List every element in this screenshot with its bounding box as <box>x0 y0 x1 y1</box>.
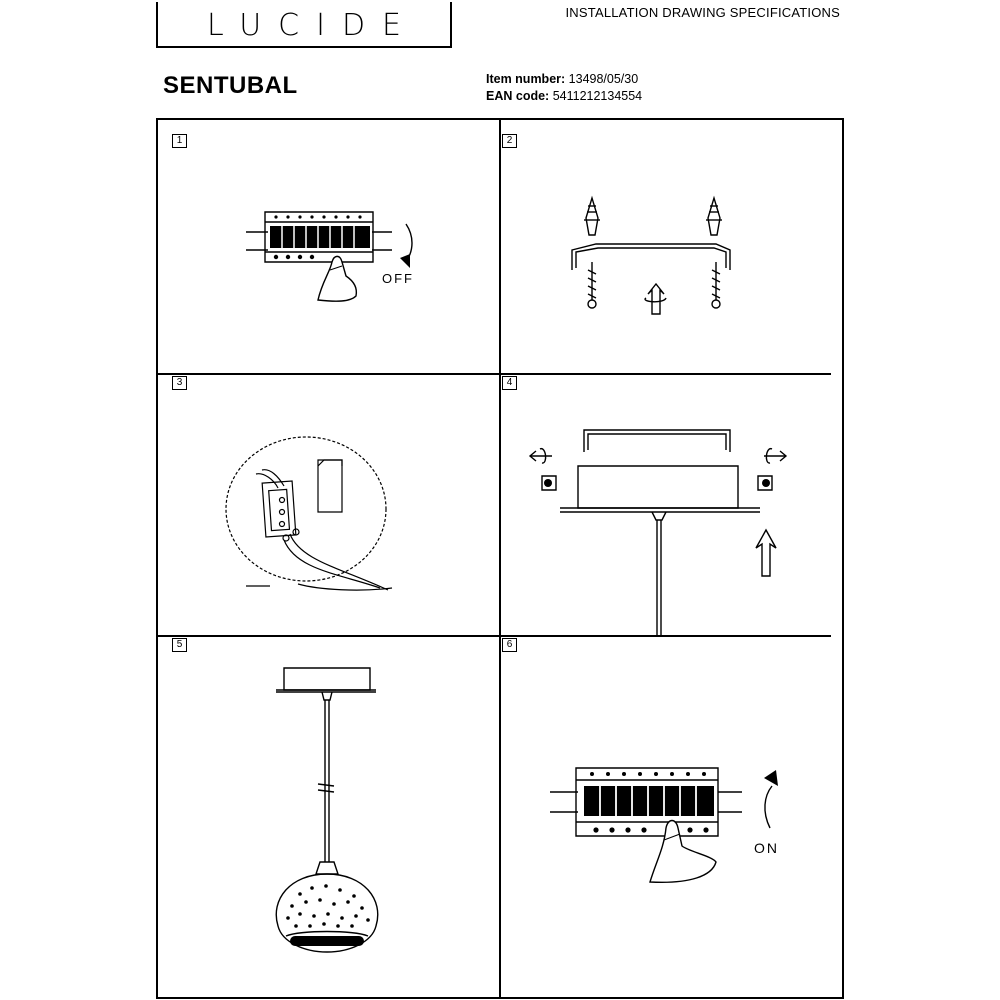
step-number-6: 6 <box>502 638 517 652</box>
product-name: SENTUBAL <box>163 72 298 99</box>
item-number-value: 13498/05/30 <box>568 72 639 86</box>
step-number-5: 5 <box>172 638 187 652</box>
step-number-3: 3 <box>172 376 187 390</box>
step-6-on-label: ON <box>754 840 779 856</box>
document-type: INSTALLATION DRAWING SPECIFICATIONS <box>565 5 840 20</box>
step-number-2: 2 <box>502 134 517 148</box>
step-number-4: 4 <box>502 376 517 390</box>
step-number-1: 1 <box>172 134 187 148</box>
ean-code-label: EAN code: <box>486 89 550 103</box>
brand-logo-text: LUCIDE <box>206 8 419 43</box>
item-number-label: Item number: <box>486 72 566 86</box>
step-1-off-label: OFF <box>382 271 414 286</box>
ean-code-value: 5411212134554 <box>552 89 643 103</box>
